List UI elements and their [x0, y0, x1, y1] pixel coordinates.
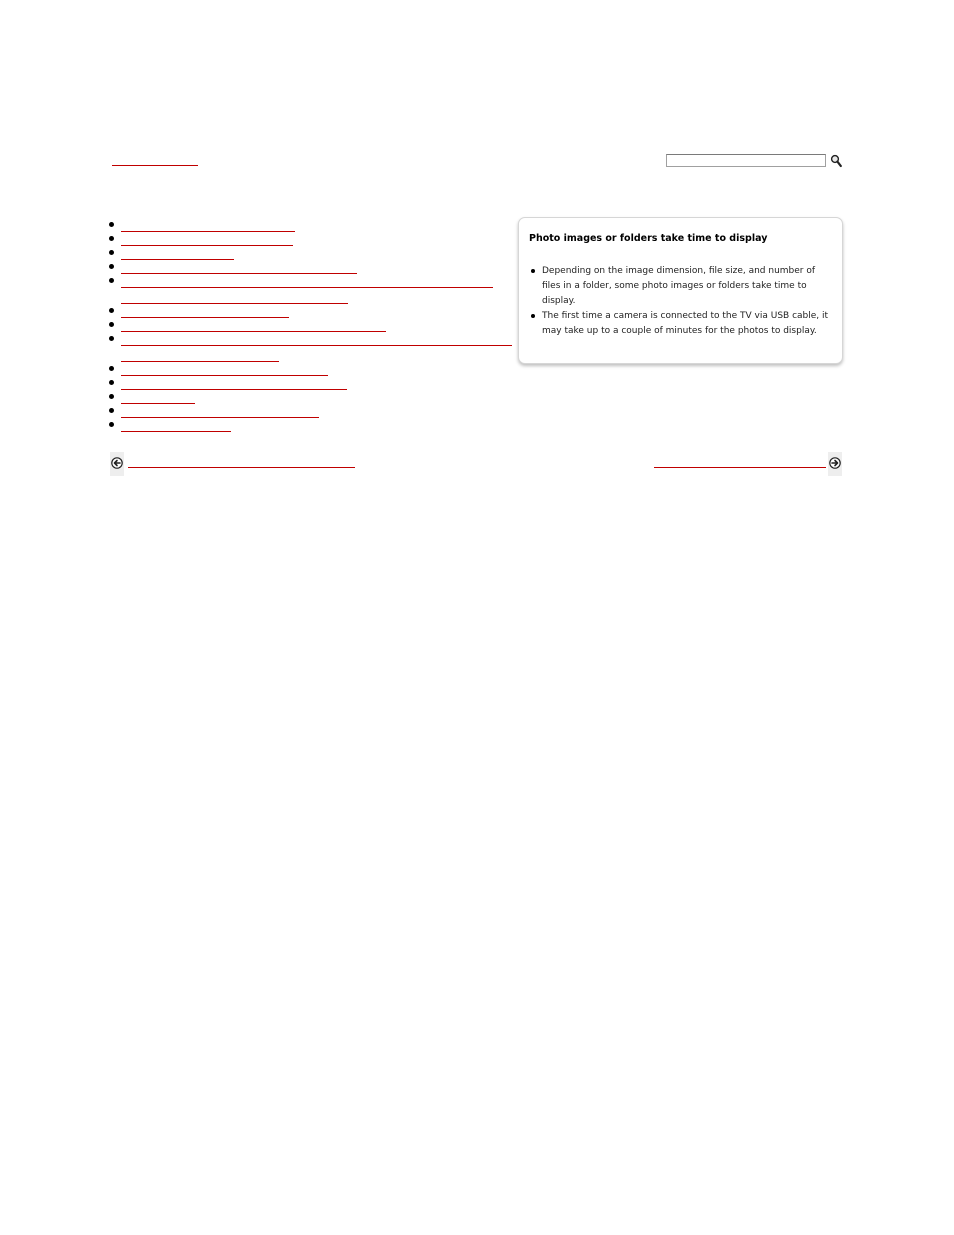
- bullet: [531, 314, 535, 318]
- bullet: [109, 408, 114, 413]
- right-arrow-circle-icon: [829, 457, 841, 469]
- list-item: [106, 232, 526, 246]
- bullet: [109, 278, 114, 283]
- next-link-text[interactable]: [654, 467, 826, 468]
- topic-link[interactable]: [121, 376, 347, 390]
- topic-link[interactable]: [121, 332, 512, 346]
- list-item: [106, 404, 526, 418]
- bullet: [109, 250, 114, 255]
- topic-link[interactable]: [121, 274, 493, 288]
- list-item: [106, 246, 526, 260]
- search-button[interactable]: [830, 153, 842, 167]
- topic-link-continuation[interactable]: [121, 290, 348, 304]
- topic-link[interactable]: [121, 304, 289, 318]
- topic-link[interactable]: [121, 362, 328, 376]
- list-item: [106, 390, 526, 404]
- next-button[interactable]: [828, 452, 842, 476]
- top-link[interactable]: [112, 154, 198, 166]
- topic-link[interactable]: [121, 232, 293, 246]
- bullet: [109, 222, 114, 227]
- magnifier-icon: [830, 154, 842, 168]
- info-item: [529, 309, 829, 339]
- previous-link-text[interactable]: [128, 467, 355, 468]
- topic-list: [106, 218, 526, 432]
- list-item: [106, 304, 526, 318]
- bullet: [109, 366, 114, 371]
- list-item: [106, 218, 526, 232]
- info-item-text: The first time a camera is connected to the TV via USB cable, it may take up to a couple of minutes for the photos to display.: [542, 311, 829, 336]
- info-item-text: Depending on the image dimension, file size, and number of files in a folder, some photo images or folders take time to display.: [542, 266, 816, 306]
- search-input[interactable]: [666, 154, 826, 167]
- topic-link-continuation[interactable]: [121, 348, 279, 362]
- topic-link[interactable]: [121, 246, 234, 260]
- bullet: [109, 394, 114, 399]
- bullet: [109, 422, 114, 427]
- topic-link[interactable]: [121, 390, 195, 404]
- bullet: [531, 269, 535, 273]
- previous-page-link[interactable]: [110, 452, 356, 476]
- topic-link[interactable]: [121, 418, 231, 432]
- list-item: [106, 362, 526, 376]
- bullet: [109, 322, 114, 327]
- bullet: [109, 308, 114, 313]
- topic-link[interactable]: [121, 318, 386, 332]
- list-item: [106, 418, 526, 432]
- bullet: [109, 264, 114, 269]
- info-title: Photo images or folders take time to display: [529, 233, 768, 244]
- list-item: [106, 274, 526, 304]
- info-list: [529, 264, 829, 339]
- next-page-link[interactable]: [652, 452, 842, 476]
- bullet: [109, 236, 114, 241]
- topic-link[interactable]: [121, 260, 357, 274]
- list-item: [106, 260, 526, 274]
- list-item: [106, 332, 526, 362]
- bullet: [109, 336, 114, 341]
- list-item: [106, 376, 526, 390]
- info-item: [529, 264, 829, 309]
- topic-link[interactable]: [121, 404, 319, 418]
- list-item: [106, 318, 526, 332]
- info-panel: [518, 217, 843, 364]
- previous-button[interactable]: [110, 452, 124, 476]
- topic-link[interactable]: [121, 218, 295, 232]
- left-arrow-circle-icon: [111, 457, 123, 469]
- bullet: [109, 380, 114, 385]
